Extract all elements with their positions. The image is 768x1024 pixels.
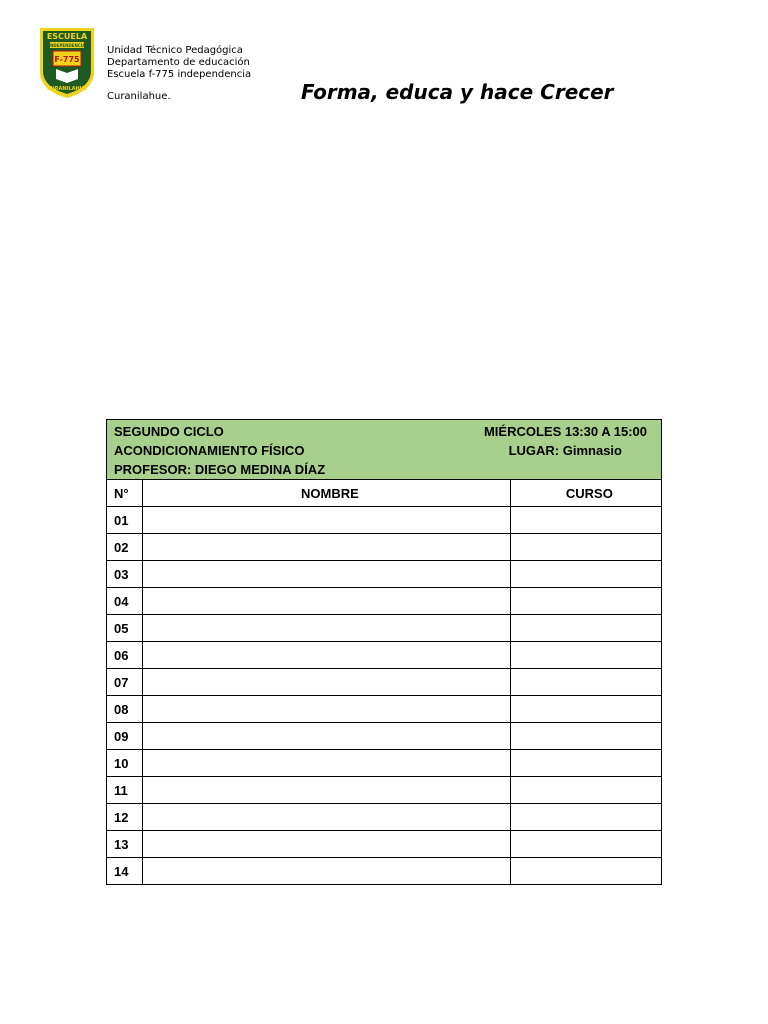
asignatura-label: ACONDICIONAMIENTO FÍSICO	[114, 443, 305, 458]
curso-cell[interactable]	[510, 831, 661, 858]
row-number: 13	[107, 831, 143, 858]
nombre-cell[interactable]	[143, 642, 511, 669]
header-line-department: Departamento de educación	[107, 57, 250, 68]
curso-cell[interactable]	[510, 507, 661, 534]
curso-cell[interactable]	[510, 723, 661, 750]
curso-cell[interactable]	[510, 534, 661, 561]
table-info-header	[107, 420, 662, 480]
header-line-utp: Unidad Técnico Pedagógica	[107, 45, 243, 56]
row-number: 06	[107, 642, 143, 669]
nombre-cell[interactable]	[143, 750, 511, 777]
profesor-label: PROFESOR: DIEGO MEDINA DÍAZ	[114, 462, 326, 477]
table-row	[107, 723, 662, 750]
curso-cell[interactable]	[510, 804, 661, 831]
header-line-city: Curanilahue.	[107, 91, 171, 102]
school-crest-logo	[36, 24, 98, 100]
table-row	[107, 858, 662, 885]
table-row	[107, 642, 662, 669]
table-row	[107, 750, 662, 777]
table-row	[107, 831, 662, 858]
row-number: 01	[107, 507, 143, 534]
table-row	[107, 588, 662, 615]
nombre-cell[interactable]	[143, 669, 511, 696]
column-header-curso: CURSO	[510, 480, 661, 507]
row-number: 02	[107, 534, 143, 561]
table-row	[107, 696, 662, 723]
curso-cell[interactable]	[510, 615, 661, 642]
table-row	[107, 804, 662, 831]
column-header-nombre: NOMBRE	[143, 480, 511, 507]
row-number: 14	[107, 858, 143, 885]
nombre-cell[interactable]	[143, 534, 511, 561]
row-number: 05	[107, 615, 143, 642]
table-row	[107, 507, 662, 534]
ciclo-label: SEGUNDO CICLO	[114, 424, 224, 439]
curso-cell[interactable]	[510, 642, 661, 669]
curso-cell[interactable]	[510, 696, 661, 723]
curso-cell[interactable]	[510, 858, 661, 885]
header-line-school: Escuela f-775 independencia	[107, 69, 252, 80]
nombre-cell[interactable]	[143, 804, 511, 831]
table-row	[107, 534, 662, 561]
nombre-cell[interactable]	[143, 507, 511, 534]
svg-text:F-775: F-775	[54, 55, 80, 64]
row-number: 11	[107, 777, 143, 804]
table-row	[107, 777, 662, 804]
row-number: 07	[107, 669, 143, 696]
nombre-cell[interactable]	[143, 723, 511, 750]
attendance-table	[106, 419, 662, 885]
row-number: 08	[107, 696, 143, 723]
nombre-cell[interactable]	[143, 831, 511, 858]
table-row	[107, 669, 662, 696]
nombre-cell[interactable]	[143, 615, 511, 642]
row-number: 12	[107, 804, 143, 831]
lugar-label: LUGAR: Gimnasio	[508, 443, 622, 458]
row-number: 09	[107, 723, 143, 750]
horario-label: MIÉRCOLES 13:30 A 15:00	[483, 424, 647, 439]
school-motto: Forma, educa y hace Crecer	[301, 80, 614, 104]
row-number: 03	[107, 561, 143, 588]
curso-cell[interactable]	[510, 588, 661, 615]
nombre-cell[interactable]	[143, 696, 511, 723]
curso-cell[interactable]	[510, 777, 661, 804]
curso-cell[interactable]	[510, 669, 661, 696]
svg-text:ESCUELA: ESCUELA	[46, 32, 88, 41]
nombre-cell[interactable]	[143, 561, 511, 588]
column-header-number: N°	[107, 480, 143, 507]
nombre-cell[interactable]	[143, 858, 511, 885]
curso-cell[interactable]	[510, 750, 661, 777]
table-row	[107, 561, 662, 588]
nombre-cell[interactable]	[143, 588, 511, 615]
row-number: 10	[107, 750, 143, 777]
svg-text:CURANILAHUE: CURANILAHUE	[46, 86, 88, 92]
curso-cell[interactable]	[510, 561, 661, 588]
svg-text:INDEPENDENCIA: INDEPENDENCIA	[48, 43, 86, 48]
table-row	[107, 615, 662, 642]
nombre-cell[interactable]	[143, 777, 511, 804]
row-number: 04	[107, 588, 143, 615]
